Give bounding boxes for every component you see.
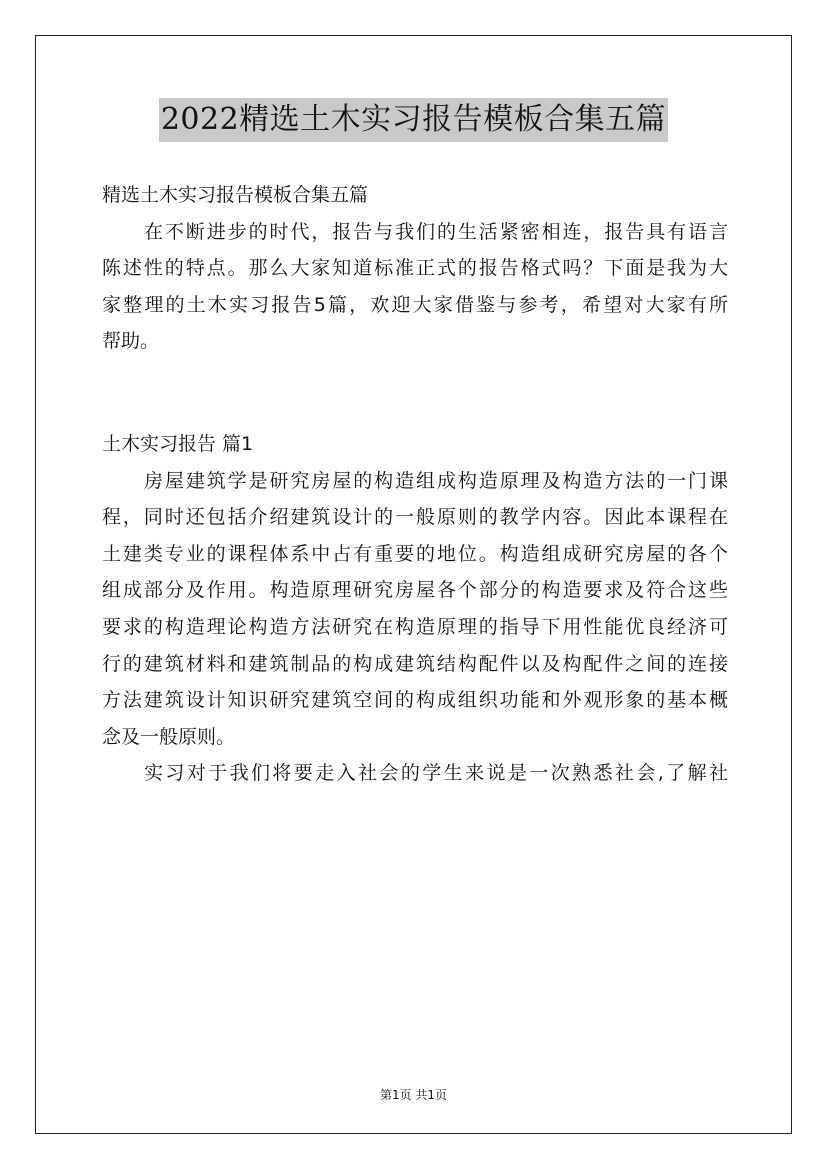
document-subtitle: 精选土木实习报告模板合集五篇 — [102, 184, 369, 206]
intro-line: 帮助。 — [102, 330, 160, 353]
body-line-last: 实习对于我们将要走入社会的学生来说是一次熟悉社会,了解社 — [144, 762, 728, 785]
section-heading: 土木实习报告 篇1 — [102, 432, 254, 455]
body-line: 房屋建筑学是研究房屋的构造组成构造原理及构造方法的一门课 — [144, 469, 728, 492]
document-body — [102, 177, 728, 792]
body-line: 行的建筑材料和建筑制品的构成建筑结构配件以及构配件之间的连接 — [102, 652, 728, 675]
body-line: 程，同时还包括介绍建筑设计的一般原则的教学内容。因此本课程在 — [102, 506, 728, 529]
body-line: 要求的构造理论构造方法研究在构造原理的指导下用性能优良经济可 — [102, 615, 728, 638]
intro-line: 陈述性的特点。那么大家知道标准正式的报告格式吗？下面是我为大 — [102, 257, 728, 280]
document-title: 2022精选土木实习报告模板合集五篇 — [159, 98, 668, 142]
page-number: 第1页 共1页 — [379, 1088, 448, 1102]
body-line: 方法建筑设计知识研究建筑空间的构成组织功能和外观形象的基本概 — [102, 689, 728, 712]
paragraph-gap — [102, 360, 728, 426]
title-container — [0, 98, 827, 142]
page-footer — [0, 1086, 827, 1103]
intro-line: 家整理的土木实习报告5篇，欢迎大家借鉴与参考，希望对大家有所 — [102, 293, 728, 316]
intro-line: 在不断进步的时代，报告与我们的生活紧密相连，报告具有语言 — [144, 220, 728, 243]
body-line: 土建类专业的课程体系中占有重要的地位。构造组成研究房屋的各个 — [102, 542, 728, 565]
body-line: 念及一般原则。 — [102, 725, 236, 748]
body-line: 组成部分及作用。构造原理研究房屋各个部分的构造要求及符合这些 — [102, 579, 728, 602]
